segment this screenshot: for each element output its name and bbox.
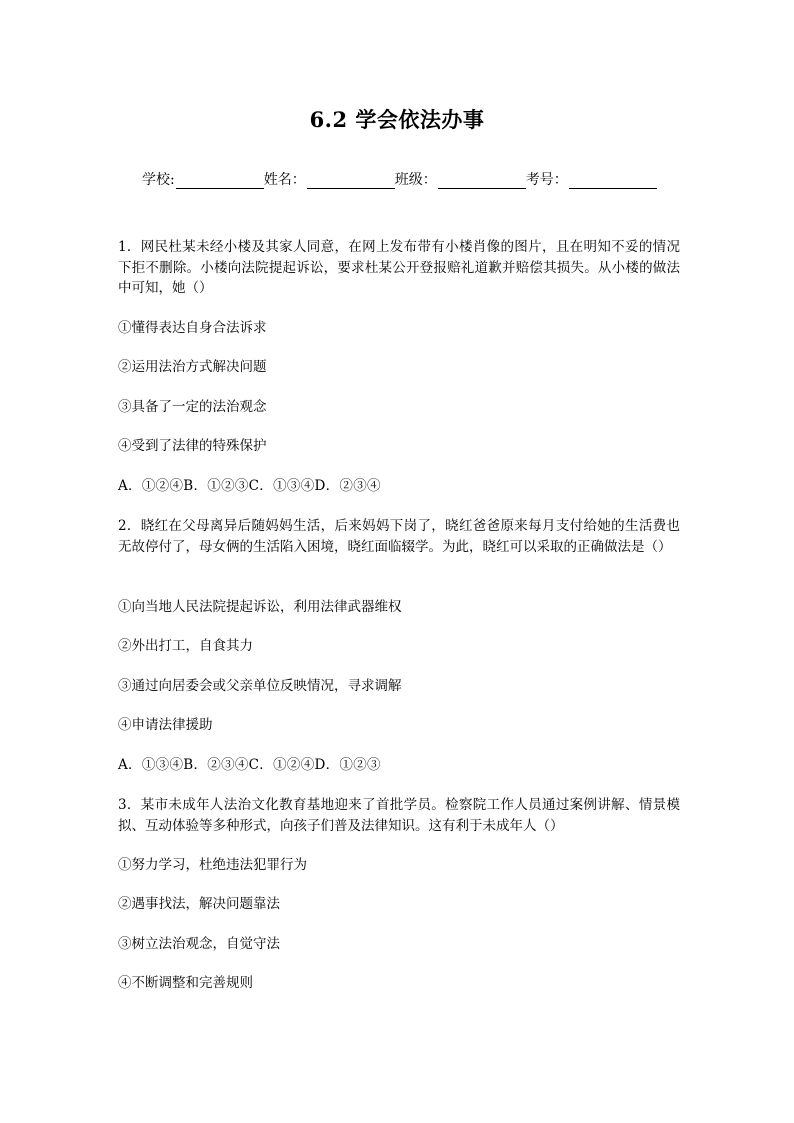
question-2-answers: A．①③④B．②③④C．①②④D．①②③ bbox=[118, 757, 381, 773]
question-1-option-1: ①懂得表达自身合法诉求 bbox=[118, 320, 267, 336]
class-blank[interactable] bbox=[438, 172, 526, 189]
question-3-option-4: ④不断调整和完善规则 bbox=[118, 975, 253, 991]
question-3-option-1: ①努力学习，杜绝违法犯罪行为 bbox=[118, 857, 307, 873]
question-2-option-1: ①向当地人民法院提起诉讼，利用法律武器维权 bbox=[118, 599, 402, 615]
name-label: 姓名： bbox=[263, 172, 306, 188]
question-2-stem: 2．晓红在父母离异后随妈妈生活，后来妈妈下岗了，晓红爸爸原来每月支付给她的生活费也无故停付了，母女俩的生活陷入困境，晓红面临辍学。为此，晓红可以采取的正确做法是（） bbox=[118, 518, 680, 555]
class-label: 班级： bbox=[394, 172, 437, 188]
page-title: 6.2 学会依法办事 bbox=[309, 107, 485, 132]
question-1-stem: 1．网民杜某未经小楼及其家人同意，在网上发布带有小楼肖像的图片，且在明知不妥的情况下拒不删除。小楼向法院提起诉讼，要求杜某公开登报赔礼道歉并赔偿其损失。从小楼的做法中可知，她（） bbox=[118, 239, 680, 296]
question-1-option-4: ④受到了法律的特殊保护 bbox=[118, 438, 267, 454]
question-3-stem: 3．某市未成年人法治文化教育基地迎来了首批学员。检察院工作人员通过案例讲解、情景模拟、互动体验等多种形式，向孩子们普及法律知识。这有利于未成年人（） bbox=[118, 797, 680, 834]
question-3-option-2: ②遇事找法，解决问题靠法 bbox=[118, 896, 280, 912]
name-blank[interactable] bbox=[307, 172, 395, 189]
class-field bbox=[395, 169, 526, 189]
school-blank[interactable] bbox=[176, 172, 264, 189]
question-3-option-3: ③树立法治观念，自觉守法 bbox=[118, 936, 280, 952]
school-field bbox=[142, 169, 264, 189]
question-2-option-2: ②外出打工，自食其力 bbox=[118, 638, 253, 654]
question-2-option-3: ③通过向居委会或父亲单位反映情况，寻求调解 bbox=[118, 678, 402, 694]
exam-no-label: 考号： bbox=[525, 172, 568, 188]
exam-no-blank[interactable] bbox=[569, 172, 657, 189]
question-2-option-4: ④申请法律援助 bbox=[118, 717, 213, 733]
student-info-line bbox=[142, 169, 657, 189]
exam-no-field bbox=[526, 169, 657, 189]
question-1-option-2: ②运用法治方式解决问题 bbox=[118, 359, 267, 375]
question-1-answers: A．①②④B．①②③C．①③④D．②③④ bbox=[118, 478, 381, 494]
school-label: 学校: bbox=[142, 172, 175, 188]
name-field bbox=[264, 169, 395, 189]
question-1-option-3: ③具备了一定的法治观念 bbox=[118, 399, 267, 415]
